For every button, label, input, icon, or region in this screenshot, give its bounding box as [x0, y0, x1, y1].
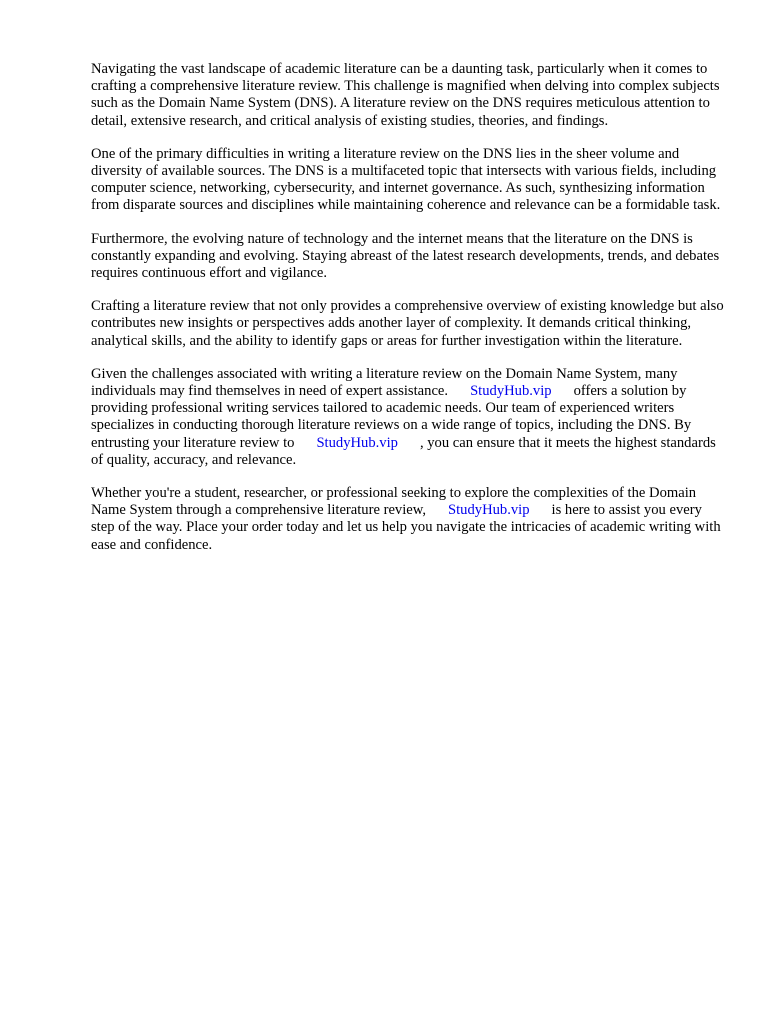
paragraph-assistance-text-2: offers a solution by providing professional writing services tailored to academic needs. Our team of experienced writers specializes in conducting thorough literature reviews on a wide range of topics, including the DNS. By entrusting your literature review to: [91, 383, 692, 451]
paragraph-assistance-text-1: Given the challenges associated with writing a literature review on the Domain Name System, many individuals may find themselves in need of expert assistance.: [91, 365, 678, 400]
paragraph-closing: [91, 485, 725, 554]
studyhub-link[interactable]: StudyHub.vip: [448, 502, 530, 519]
paragraph-evolving-nature: Furthermore, the evolving nature of technology and the internet means that the literature on the DNS is constantly expanding and evolving. Staying abreast of the latest research developments, trends, and debates requires continuous effort and vigilance.: [91, 230, 720, 282]
paragraph-closing-text-2: is here to assist you every step of the way. Place your order today and let us help you navigate the intricacies of academic writing with ease and confidence.: [91, 502, 721, 553]
paragraph-complexity: Crafting a literature review that not only provides a comprehensive overview of existing knowledge but also contributes new insights or perspectives adds another layer of complexity. It demands critical thinking, analytical skills, and the ability to identify gaps or areas for further investigation within the literature.: [91, 298, 724, 349]
paragraph-difficulties: One of the primary difficulties in writing a literature review on the DNS lies in the sheer volume and diversity of available sources. The DNS is a multifaceted topic that intersects with various fields, including computer science, networking, cybersecurity, and internet governance. As such, synthesizing information from disparate sources and disciplines while maintaining coherence and relevance can be a formidable task.: [91, 145, 721, 214]
paragraph-assistance-text-3: , you can ensure that it meets the highest standards of quality, accuracy, and relevance.: [91, 434, 716, 468]
document-body: [91, 61, 725, 570]
paragraph-closing-text-1: Whether you're a student, researcher, or professional seeking to explore the complexities of the Domain Name System through a comprehensive literature review,: [91, 485, 697, 519]
paragraph-intro: Navigating the vast landscape of academic literature can be a daunting task, particularly when it comes to crafting a comprehensive literature review. This challenge is magnified when delving into complex subjects such as the Domain Name System (DNS). A literature review on the DNS requires meticulous attention to detail, extensive research, and critical analysis of existing studies, theories, and findings.: [91, 61, 720, 129]
paragraph-assistance: [91, 366, 725, 469]
studyhub-link[interactable]: StudyHub.vip: [316, 434, 398, 451]
studyhub-link[interactable]: StudyHub.vip: [470, 383, 552, 400]
